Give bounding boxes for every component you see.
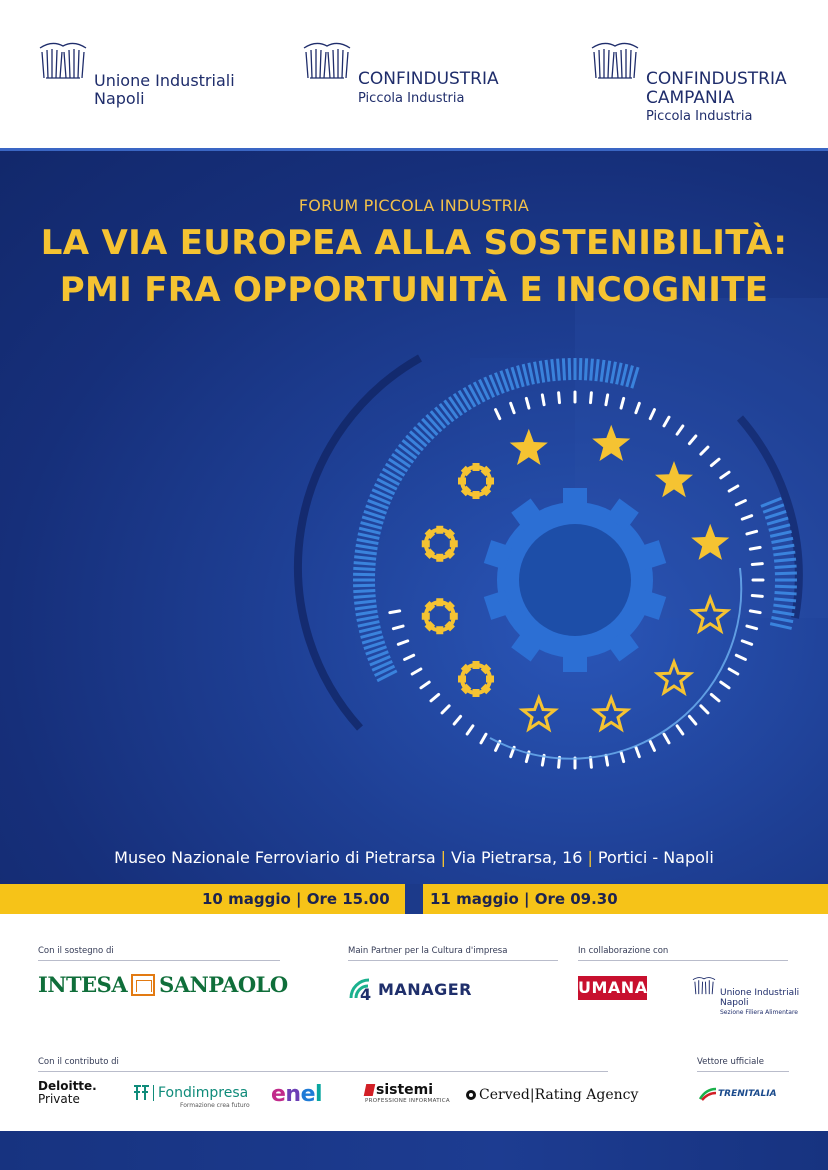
org-1-line1: Unione Industriali [94, 71, 235, 90]
sistemi-text: sistemi [376, 1082, 434, 1098]
unione-industriali-napoli-small-logo [692, 974, 799, 1017]
confindustria-eagle-icon [302, 38, 352, 84]
header-logos [0, 0, 828, 145]
org-3-line1: CONFINDUSTRIA [646, 69, 787, 89]
enel-logo [271, 1082, 322, 1107]
confindustria-eagle-icon [38, 38, 88, 84]
intesa-mark-icon [131, 974, 155, 996]
org-3-line1b: CAMPANIA [646, 88, 735, 109]
confindustria-eagle-icon [692, 974, 716, 998]
4manager-logo [348, 976, 472, 1002]
org-2-line2: Piccola Industria [358, 91, 465, 107]
4manager-signal-icon [348, 976, 378, 1002]
fondimpresa-logo [132, 1084, 250, 1109]
enel-letter: n [285, 1082, 301, 1107]
logo-unione-industriali-napoli [38, 38, 235, 108]
sistemi-mark-icon [364, 1084, 376, 1096]
org-1-line2: Napoli [94, 88, 145, 108]
enel-letter: e [271, 1082, 286, 1107]
event-title-line2: PMI FRA OPPORTUNITÀ E INCOGNITE [59, 270, 769, 310]
event-title-line1: LA VIA EUROPEA ALLA SOSTENIBILITÀ: [40, 223, 788, 263]
fondimpresa-text: Fondimpresa [153, 1085, 248, 1101]
deloitte-private-text: Private [38, 1092, 80, 1106]
manager-text: MANAGER [378, 979, 472, 999]
logo-confindustria-campania [590, 38, 787, 125]
sistemi-logo [365, 1082, 450, 1104]
deloitte-private-logo [38, 1080, 97, 1106]
partner-rule [348, 960, 558, 961]
partner-label: Main Partner per la Cultura d'impresa [348, 946, 508, 956]
uin-small-line1: Unione Industriali [720, 988, 800, 998]
date-bar [0, 884, 828, 914]
org-2-line1: CONFINDUSTRIA [358, 69, 499, 89]
cerved-rating-agency-logo [466, 1087, 638, 1103]
venue-separator: | [587, 848, 593, 867]
event-date-1: 10 maggio | Ore 15.00 [202, 890, 390, 908]
venue-name: Museo Nazionale Ferroviario di Pietrarsa [114, 848, 436, 867]
event-poster [0, 148, 828, 886]
intesa-sanpaolo-logo [38, 972, 288, 997]
fondimpresa-tagline: Formazione crea futuro [180, 1102, 250, 1109]
support-label: Con il sostegno di [38, 946, 114, 956]
footer-band [0, 1131, 828, 1170]
enel-letter: l [315, 1082, 323, 1107]
trenitalia-text: TRENITALIA [718, 1089, 777, 1099]
org-3-line2: Piccola Industria [646, 109, 753, 125]
event-venue [0, 848, 828, 867]
support-rule [38, 960, 280, 961]
uin-small-line3: Sezione Filiera Alimentare [720, 1009, 798, 1016]
enel-letter: e [300, 1082, 316, 1107]
date-divider [405, 884, 423, 914]
deloitte-text: Deloitte. [38, 1079, 97, 1093]
collab-label: In collaborazione con [578, 946, 669, 956]
logo-confindustria-piccola-industria [302, 38, 499, 107]
svg-text:4: 4 [360, 985, 372, 1002]
collab-rule [578, 960, 788, 961]
cerved-text: Cerved|Rating Agency [479, 1087, 639, 1103]
carrier-label: Vettore ufficiale [697, 1057, 764, 1067]
contrib-rule [38, 1071, 608, 1072]
sistemi-tagline: PROFESSIONE INFORMATICA [365, 1098, 450, 1104]
venue-city: Portici - Napoli [597, 848, 714, 867]
contrib-label: Con il contributo di [38, 1057, 119, 1067]
trenitalia-logo [698, 1087, 777, 1101]
venue-separator: | [440, 848, 447, 867]
confindustria-eagle-icon [590, 38, 640, 84]
uin-small-line2: Napoli [720, 998, 749, 1008]
fondimpresa-mark-icon [132, 1084, 150, 1102]
intesa-text: INTESA [38, 972, 128, 997]
event-kicker: FORUM PICCOLA INDUSTRIA [298, 196, 530, 215]
event-title [0, 220, 828, 314]
umana-logo: UMANA [578, 976, 647, 1000]
event-date-2: 11 maggio | Ore 09.30 [430, 890, 618, 908]
trenitalia-mark-icon [698, 1087, 718, 1101]
venue-street: Via Pietrarsa, 16 [451, 848, 583, 867]
cerved-mark-icon [466, 1090, 476, 1100]
carrier-rule [697, 1071, 789, 1072]
sanpaolo-text: SANPAOLO [159, 972, 288, 997]
